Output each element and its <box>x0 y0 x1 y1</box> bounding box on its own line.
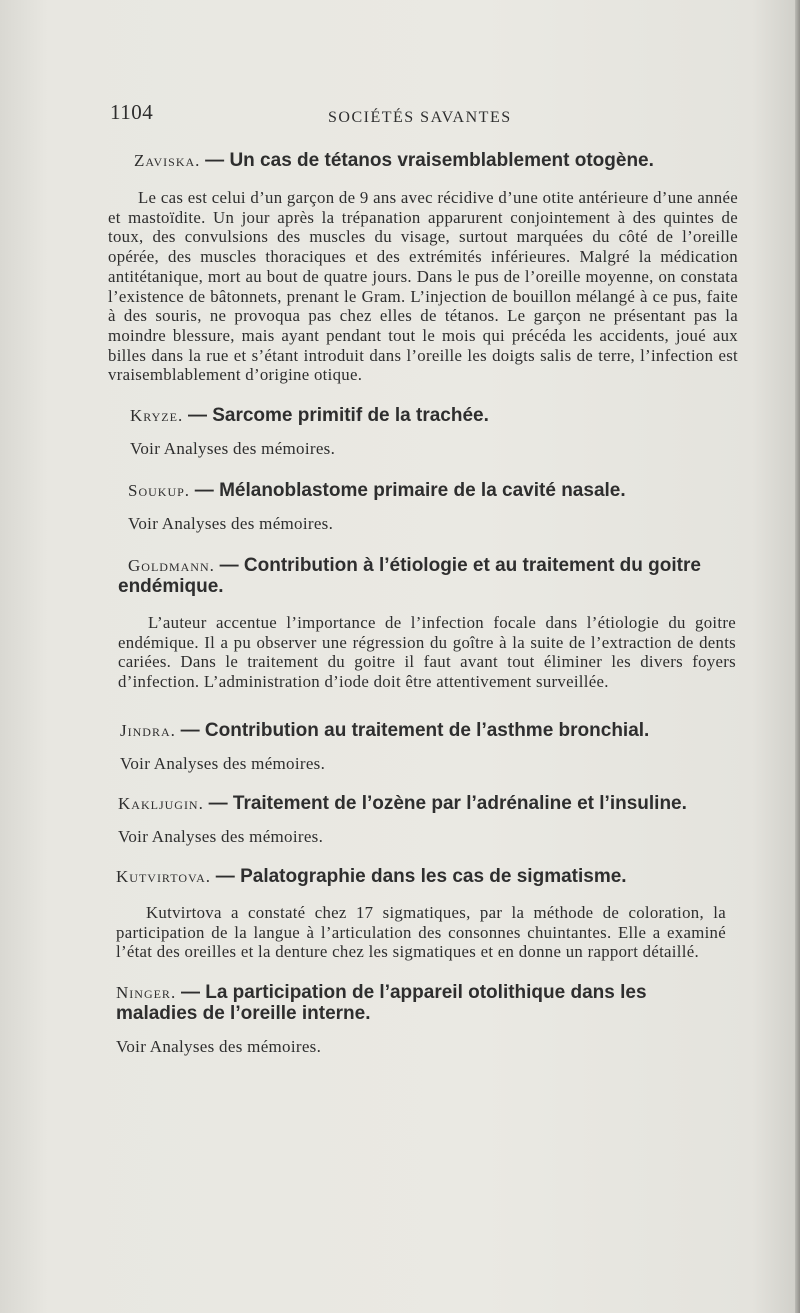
entry-title: — Contribution à l’étiologie et au traitement du goitre endémique. <box>118 555 701 598</box>
entry-heading <box>116 866 726 887</box>
entry-heading <box>130 405 730 426</box>
page-number: 1104 <box>110 100 154 124</box>
entry-text: Le cas est celui d’un garçon de 9 ans avec récidive d’une otite antérieure d’une année et mastoïdite. Un jour après la trépanation apparurent conjointement à des quintes de toux, des convulsions des muscles du visage, surtout marquées du côté de l’oreille opérée, des muscles thoraciques et des extrémités inférieures. Malgré la médication antitétanique, mort au bout de quatre jours. Dans le pus de l’oreille moyenne, on constata l’existence de bâtonnets, prenant le Gram. L’injection de bouillon mélangé à ce pus, faite à des souris, ne provoqua pas chez elles de tétanos. Le garçon ne présentant pas la moindre blessure, mais ayant pendant tout le mois qui précéda les accidents, joué aux billes dans la rue et s’étant introduit dans l’oreille les doigts salis de terre, l’infection est vraisemblablement d’origine otique. <box>108 188 738 385</box>
entry-title: — Sarcome primitif de la trachée. <box>187 405 489 427</box>
entry-title: — La participation de l’appareil otolithique dans les maladies de l’oreille interne. <box>116 981 647 1024</box>
entry-text: L’auteur accentue l’importance de l’infection focale dans l’étiologie du goitre endémique. Il a pu observer une régression du goître à la suite de l’extraction de dents cariées. Dans le traitement du goitre il faut avant tout éliminer les divers foyers d’infection. L’administration d’iode doit être attentivement surveillée. <box>118 613 736 692</box>
entry-heading <box>120 720 730 741</box>
entry-author: Kryze. <box>130 406 184 426</box>
entry-author: Zaviska. <box>134 151 201 170</box>
entry-text: Voir Analyses des mémoires. <box>130 439 336 459</box>
entry-text: Voir Analyses des mémoires. <box>118 826 324 846</box>
entry-author: Kakljugin. <box>118 793 204 813</box>
entry-author: Jindra. <box>120 720 176 740</box>
entry-jindra <box>120 720 730 775</box>
entry-author: Goldmann. <box>128 556 215 576</box>
entry-goldmann <box>118 555 736 692</box>
entry-ninger <box>116 982 726 1058</box>
entry-heading <box>128 480 730 501</box>
entry-zaviska <box>134 150 734 171</box>
page-header <box>110 100 530 130</box>
running-head: SOCIÉTÉS SAVANTES <box>328 109 512 126</box>
entry-author: Kutvirtova. <box>116 866 212 886</box>
page-edge <box>795 0 800 1313</box>
entry-heading <box>118 793 730 814</box>
entry-kryze <box>130 405 730 460</box>
entry-kakljugin <box>118 793 730 848</box>
entry-text: Voir Analyses des mémoires. <box>116 1036 322 1056</box>
entry-heading <box>134 150 734 171</box>
entry-text: Voir Analyses des mémoires. <box>128 514 334 534</box>
entry-title: — Contribution au traitement de l’asthme bronchial. <box>180 719 650 741</box>
entry-text: Voir Analyses des mémoires. <box>120 753 326 773</box>
entry-text: Kutvirtova a constaté chez 17 sigmatiques, par la méthode de coloration, la participation de la langue à l’articulation des consonnes chuintantes. Elle a examiné l’état des oreilles et la denture chez les sigmatiques et en donne un rapport détaillé. <box>116 902 726 962</box>
entry-title: — Un cas de tétanos vraisemblablement otogène. <box>205 150 654 171</box>
entry-author: Soukup. <box>128 481 191 501</box>
entry-heading <box>118 555 736 597</box>
entry-author: Ninger. <box>116 982 177 1002</box>
page-content <box>108 150 738 1058</box>
entry-title: — Mélanoblastome primaire de la cavité nasale. <box>194 480 626 502</box>
entry-soukup <box>128 480 730 535</box>
entry-title: — Palatographie dans les cas de sigmatisme. <box>215 865 627 887</box>
entry-title: — Traitement de l’ozène par l’adrénaline et l’insuline. <box>208 792 687 814</box>
entry-kutvirtova <box>116 866 726 962</box>
entry-heading <box>116 982 726 1024</box>
